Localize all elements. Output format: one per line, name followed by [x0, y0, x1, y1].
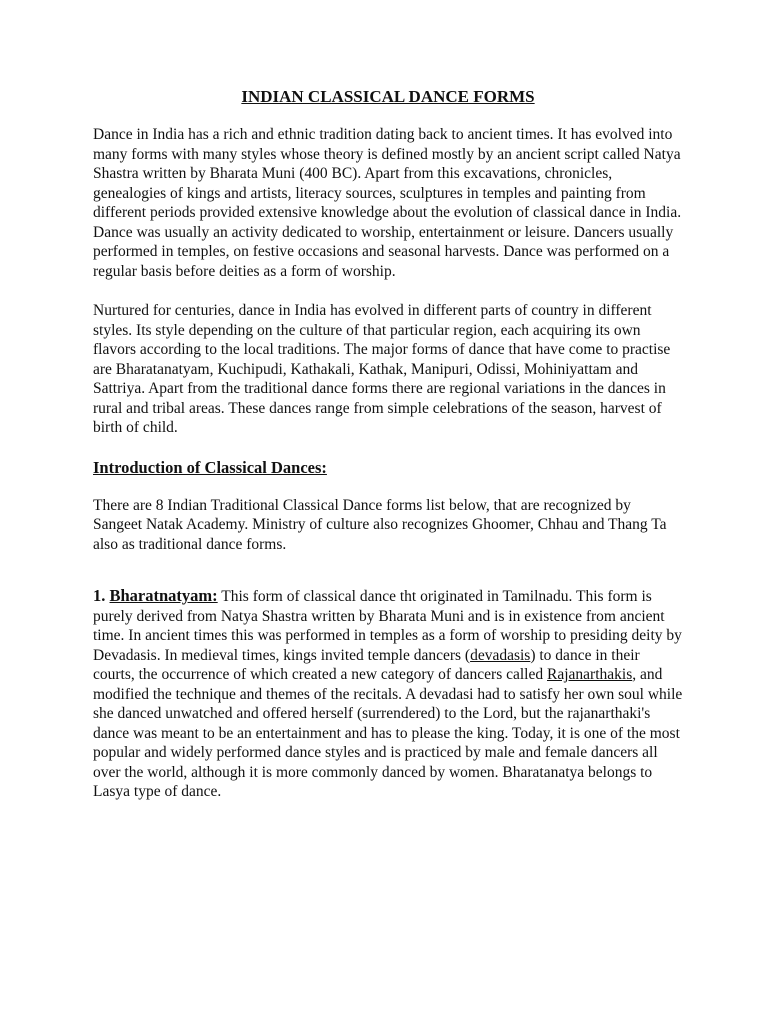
item-text-c: , and modified the technique and themes of the recitals. A devadasi had to satisfy her own soul while she danced unwatched and offered herself (surrendered) to the Lord, but the rajanarthaki's dance was meant to be an entertainment and has to please the king. Today, it is one of the most popular and widely performed dance styles and is practiced by male and female dancers all over the world, although it is more commonly danced by women. Bharatanatya belongs to Lasya type of dance. — [93, 666, 683, 800]
term-devadasis: devadasis — [470, 646, 531, 664]
intro-paragraph: Dance in India has a rich and ethnic tradition dating back to ancient times. It has evolved into many forms with many styles whose theory is defined mostly by an ancient script called Natya Shastra written by Bharata Muni (400 BC). Apart from this excavations, chronicles, genealogies of kings and artists, literacy sources, sculptures in temples and painting from different periods provided extensive knowledge about the evolution of classical dance in India. Dance was usually an activity dedicated to worship, entertainment or leisure. Dancers usually performed in temples, on festive occasions and seasonal harvests. Dance was performed on a regular basis before deities as a form of worship. — [93, 126, 682, 280]
item-number: 1. — [93, 586, 110, 605]
item-heading: Bharatnatyam: — [109, 586, 218, 605]
recognition-paragraph: There are 8 Indian Traditional Classical Dance forms list below, that are recognized by Sangeet Natak Academy. Ministry of culture also recognizes Ghoomer, Chhau and Thang Ta also as traditional dance forms. — [93, 496, 667, 553]
item-text-b: ) to dance in their courts, the occurrence of which created a new category of dancers called — [93, 646, 640, 683]
evolution-paragraph: Nurtured for centuries, dance in India has evolved in different parts of country in different styles. Its style depending on the culture of that particular region, each acquiring its own flavors according to the local traditions. The major forms of dance that have come to practise are Bharatanatyam, Kuchipudi, Kathakali, Kathak, Manipuri, Odissi, Mohiniyattam and Sattriya. Apart from the traditional dance forms there are regional variations in the dances in rural and tribal areas. These dances range from simple celebrations of the season, harvest of birth of child. — [93, 302, 671, 436]
document-page — [93, 86, 683, 802]
section-heading: Introduction of Classical Dances: — [93, 457, 327, 477]
document-title: INDIAN CLASSICAL DANCE FORMS — [241, 87, 535, 106]
term-rajanarthakis: Rajanarthakis — [547, 666, 633, 683]
item-text-a: This form of classical dance tht originated in Tamilnadu. This form is purely derived from Natya Shastra written by Bharata Muni and is in existence from ancient time. In ancient times this was performed in temples as a form of worship to presiding deity by Devadasis. In medieval times, kings invited temple dancers ( — [93, 588, 682, 664]
list-item-bharatnatyam — [93, 586, 683, 802]
